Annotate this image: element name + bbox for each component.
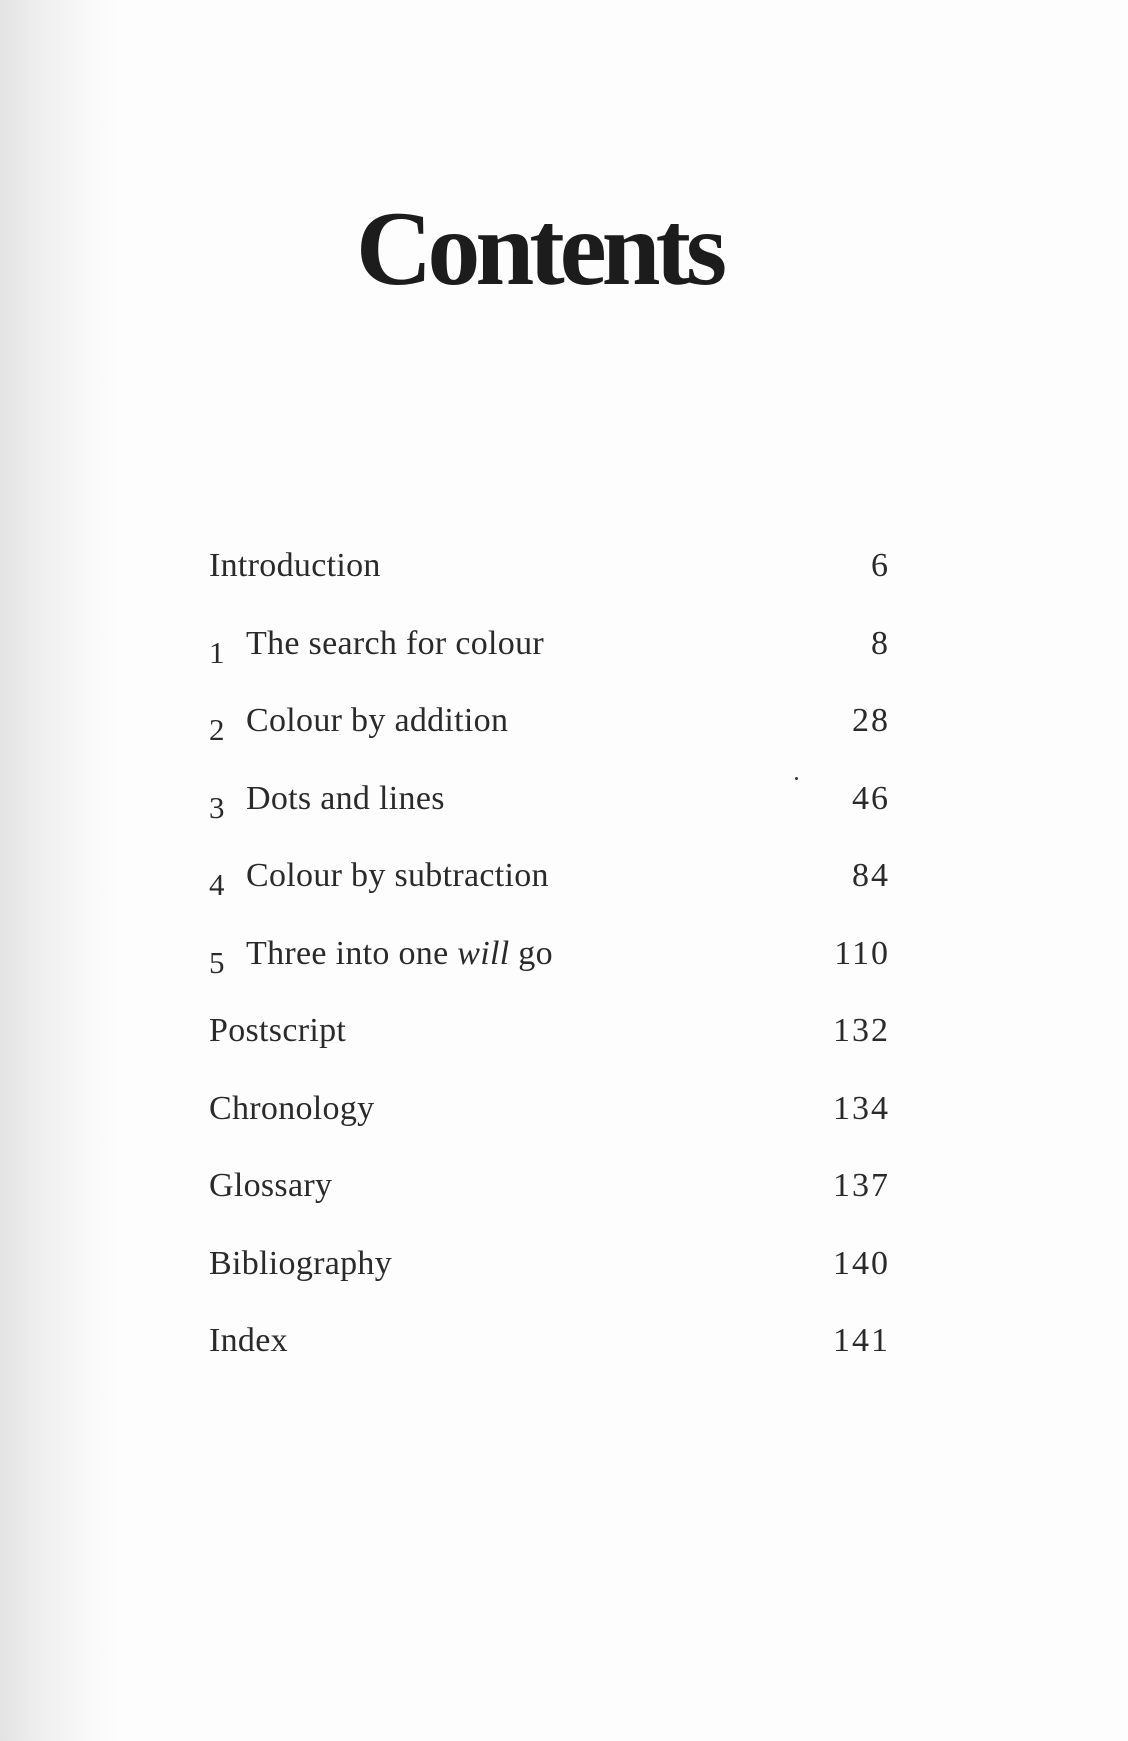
toc-entry-label: Dots and lines: [246, 779, 445, 817]
toc-entry-label: Introduction: [209, 547, 381, 584]
toc-entry-label: Colour by subtraction: [246, 857, 549, 894]
page-title: Contents: [355, 190, 723, 307]
toc-entry-page: 110: [834, 934, 890, 972]
toc-entry-page: 28: [852, 702, 890, 739]
toc-entry-chronology: [209, 1089, 890, 1170]
toc-entry-label: Glossary: [209, 1167, 333, 1204]
toc-entry-page: 46: [852, 779, 890, 817]
toc-chapter-number: 2: [209, 712, 225, 747]
toc-entry-bibliography: [209, 1244, 890, 1325]
print-speck: [795, 777, 798, 780]
toc-chapter-number: 4: [209, 867, 225, 902]
toc-entry-label: Colour by addition: [246, 702, 509, 739]
toc-entry-index: [209, 1324, 890, 1402]
toc-entry-label: [246, 934, 553, 972]
toc-entry-label: Bibliography: [209, 1244, 393, 1282]
toc-entry-page: 141: [833, 1322, 890, 1359]
toc-entry-page: 84: [852, 857, 890, 894]
toc-entry-page: 140: [833, 1244, 890, 1282]
toc-entry-page: 8: [871, 624, 890, 662]
toc-label-italic: will: [457, 934, 510, 972]
toc-chapter-number: 3: [209, 789, 225, 825]
toc-chapter-number: 1: [209, 634, 225, 670]
toc-label-text-after: go: [509, 934, 553, 972]
toc-entry-page: 137: [833, 1167, 890, 1204]
toc-entry-label: Chronology: [209, 1089, 375, 1127]
toc-entry-label: The search for colour: [246, 624, 544, 662]
toc-entry-chapter-3: [209, 779, 890, 860]
toc-entry-chapter-2: [209, 704, 890, 782]
toc-entry-page: 6: [871, 547, 890, 584]
toc-entry-chapter-5: [209, 934, 890, 1015]
toc-entry-label: Postscript: [209, 1012, 347, 1049]
toc-entry-chapter-4: [209, 859, 890, 937]
toc-entry-label: Index: [209, 1322, 288, 1359]
toc-entry-postscript: [209, 1014, 890, 1092]
toc-entry-page: 132: [833, 1012, 890, 1049]
toc-label-text: Three into one: [246, 934, 458, 972]
table-of-contents: [209, 549, 890, 1402]
toc-entry-page: 134: [833, 1089, 890, 1127]
toc-entry-chapter-1: [209, 624, 890, 705]
toc-entry-glossary: [209, 1169, 890, 1247]
toc-entry-introduction: [209, 549, 890, 627]
toc-chapter-number: 5: [209, 944, 225, 980]
